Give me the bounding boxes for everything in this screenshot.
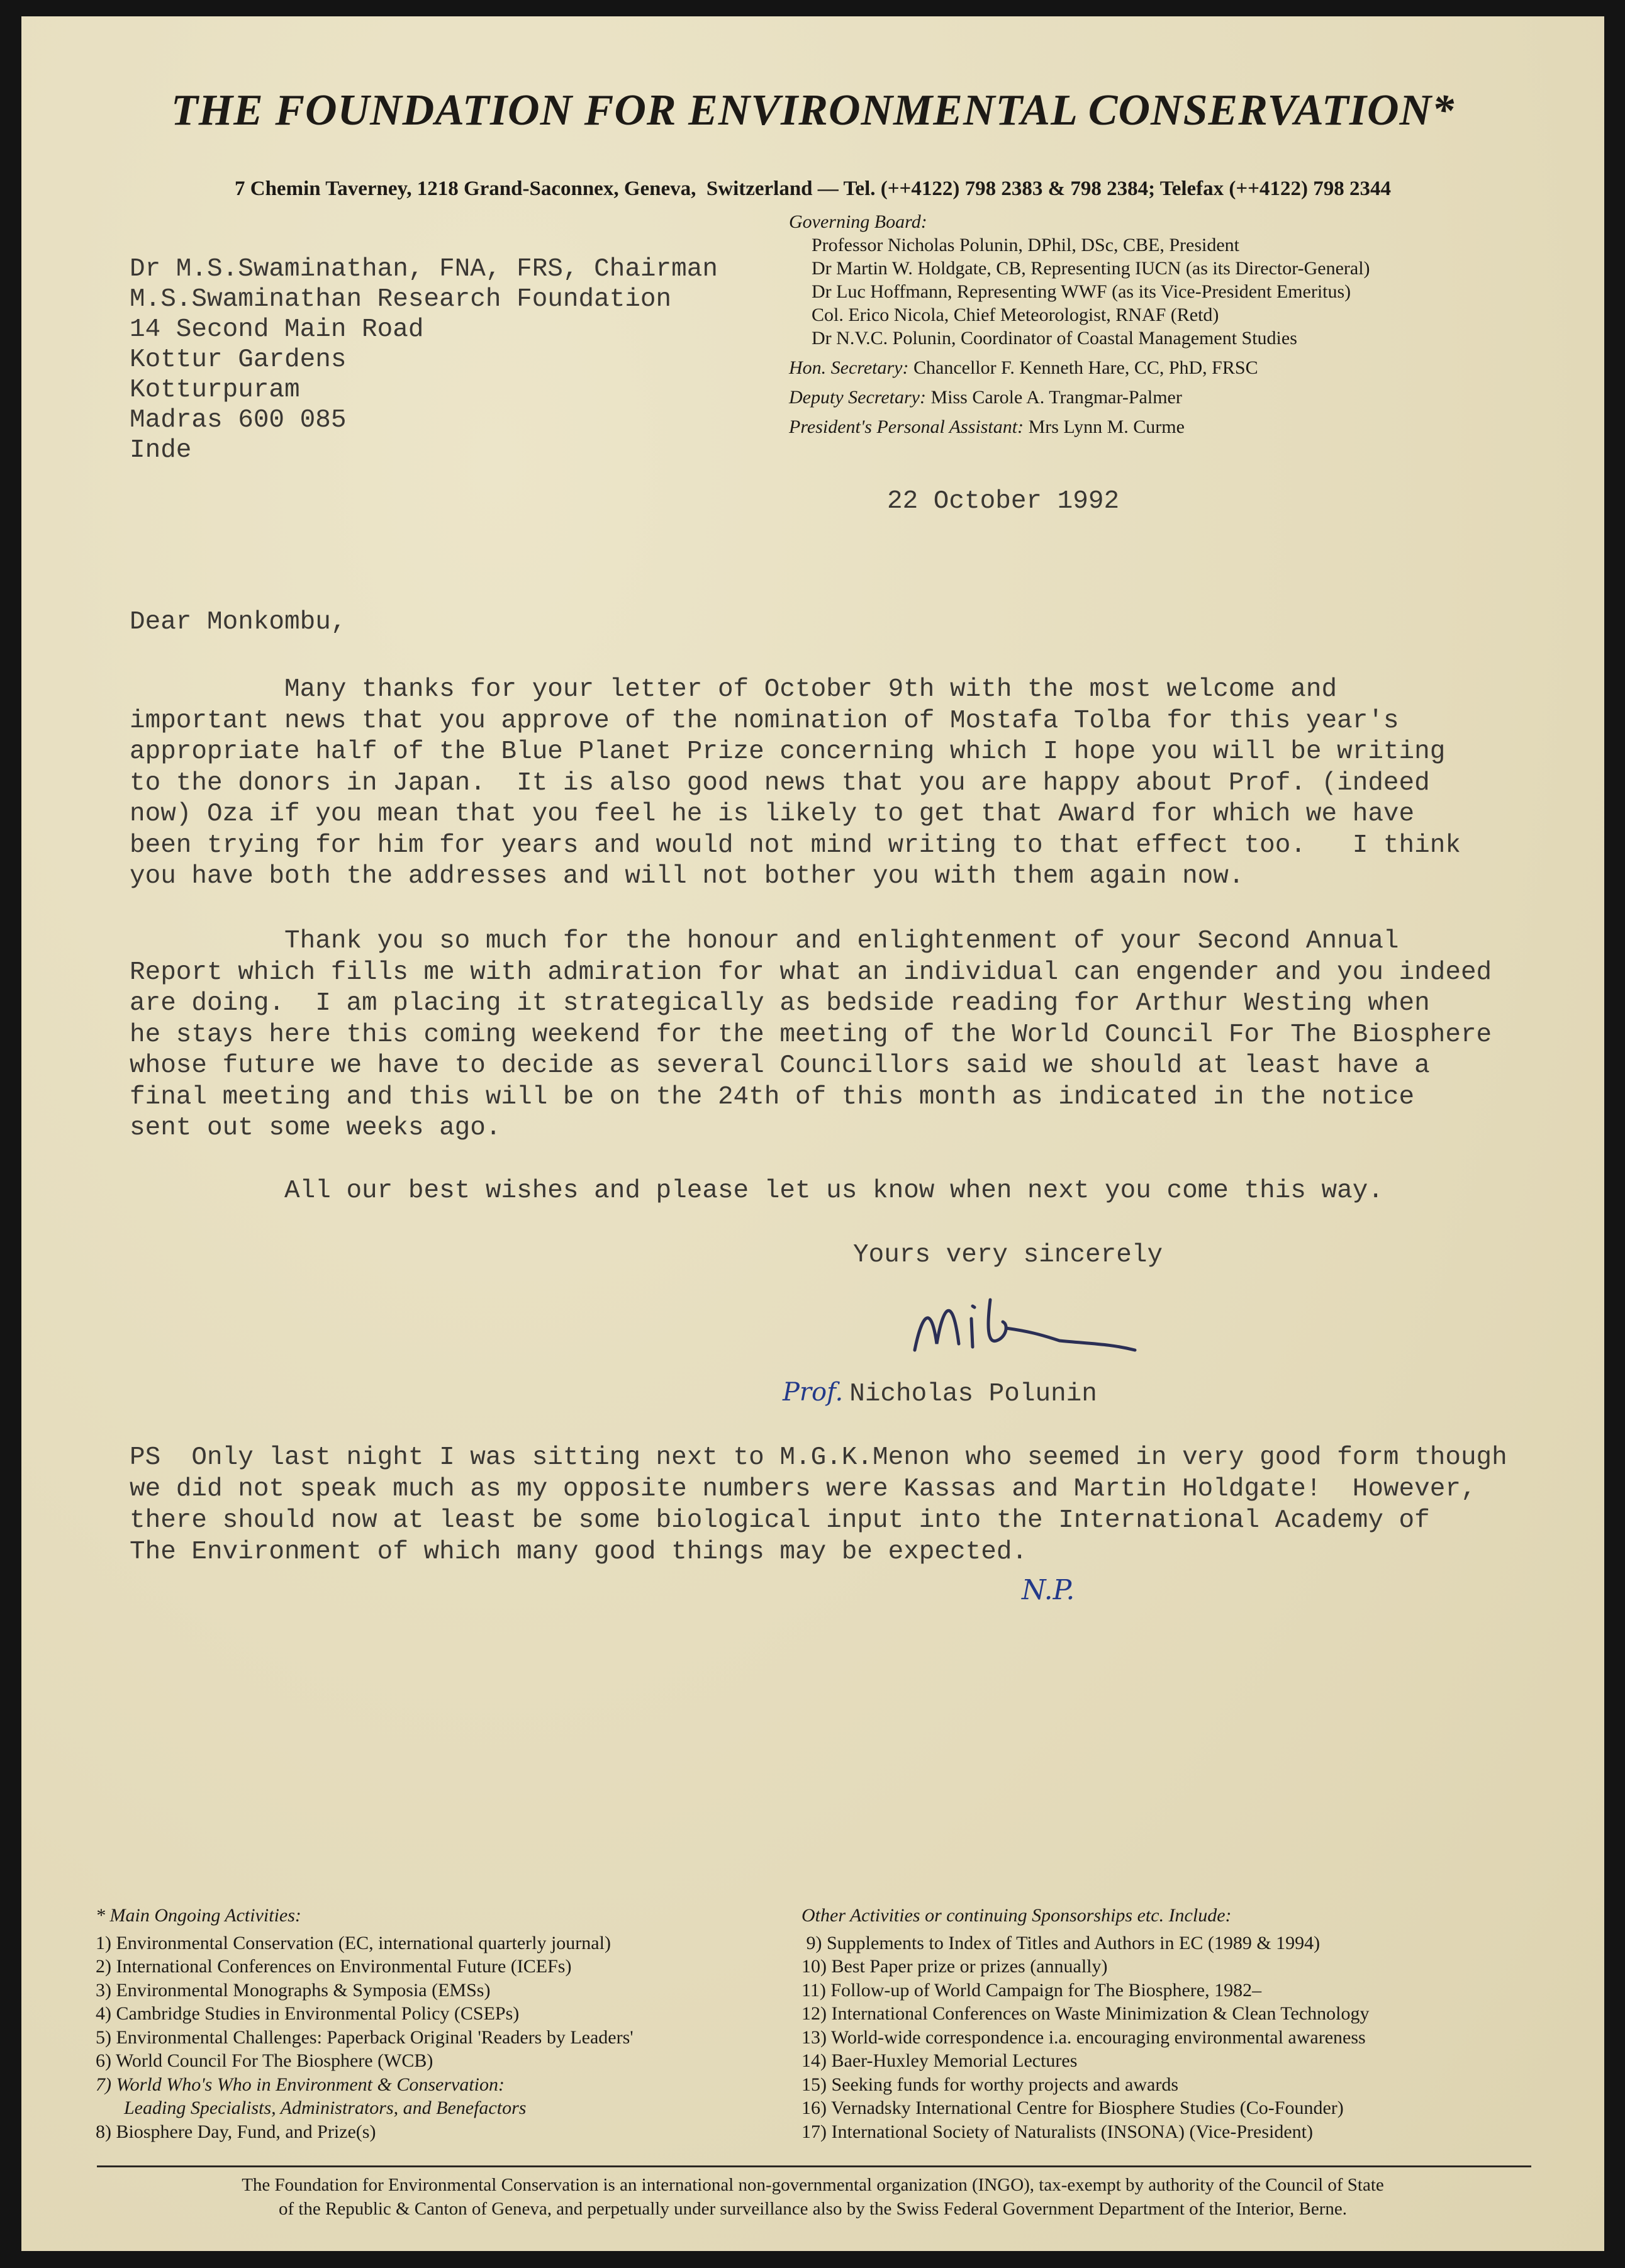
activity-item: 4) Cambridge Studies in Environmental Policy (CSEPs)	[96, 2003, 520, 2024]
signer-prefix-handwritten: Prof.	[783, 1378, 844, 1407]
letter-date: 22 October 1992	[887, 487, 1120, 516]
letterhead-address: 7 Chemin Taverney, 1218 Grand-Saconnex, Geneva, Switzerland — Tel. (++4122) 798 2383 & 798 2384; Telefax (++4122) 798 2344	[235, 177, 1391, 200]
text-line: final meeting and this will be on the 24th of this month as indicated in the notice	[130, 1082, 1415, 1112]
legal-footer	[47, 2173, 1579, 2221]
activity-item: 1) Environmental Conservation (EC, international quarterly journal)	[96, 1932, 611, 1953]
footer-line: The Foundation for Environmental Conservation is an international non-governmental organization (INGO), tax-exempt by authority of the Council of State	[242, 2175, 1384, 2195]
activity-item: 3) Environmental Monographs & Symposia (EMSs)	[96, 1979, 491, 2001]
main-activities	[96, 1904, 788, 2143]
text-line: PS Only last night I was sitting next to M.G.K.Menon who seemed in very good form though	[130, 1443, 1507, 1472]
text-line: to the donors in Japan. It is also good news that you are happy about Prof. (indeed	[130, 768, 1430, 798]
activity-item: 14) Baer-Huxley Memorial Lectures	[801, 2050, 1078, 2071]
hon-secretary-label: Hon. Secretary:	[789, 357, 909, 378]
text-line: been trying for him for years and would not mind writing to that effect too. I think	[130, 830, 1461, 860]
deputy-secretary-name: Miss Carole A. Trangmar-Palmer	[925, 387, 1182, 408]
text-line: important news that you approve of the nomination of Mostafa Tolba for this year's	[130, 706, 1399, 735]
deputy-secretary-label: Deputy Secretary:	[789, 387, 926, 408]
board-members	[789, 233, 1588, 350]
address-line: Inde	[130, 436, 192, 465]
main-activities-heading: * Main Ongoing Activities:	[96, 1905, 301, 1926]
board-member: Col. Erico Nicola, Chief Meteorologist, RNAF (Retd)	[812, 304, 1219, 325]
postscript	[130, 1442, 1507, 1568]
recipient-address	[130, 254, 718, 466]
board-member: Professor Nicholas Polunin, DPhil, DSc, CBE, President	[812, 235, 1239, 255]
address-line: Kotturpuram	[130, 376, 300, 405]
personal-assistant-name: Mrs Lynn M. Curme	[1024, 416, 1185, 437]
activity-item: 7) World Who's Who in Environment & Conservation:	[96, 2074, 505, 2095]
text-line: Report which fills me with admiration for what an individual can engender and you indeed	[130, 958, 1492, 987]
paragraph-1	[130, 674, 1461, 893]
address-line: 14 Second Main Road	[130, 315, 424, 344]
text-line: appropriate half of the Blue Planet Prize concerning which I hope you will be writing	[130, 737, 1446, 766]
other-activities-heading: Other Activities or continuing Sponsorships etc. Include:	[801, 1905, 1232, 1926]
other-activities-list	[801, 1931, 1582, 2144]
board-member: Dr Luc Hoffmann, Representing WWF (as its Vice-President Emeritus)	[812, 281, 1351, 302]
hon-secretary	[789, 356, 1588, 379]
handwritten-signature	[902, 1281, 1173, 1369]
activity-item: 5) Environmental Challenges: Paperback Original 'Readers by Leaders'	[96, 2026, 634, 2048]
activity-item: 10) Best Paper prize or prizes (annually)	[801, 1956, 1108, 1977]
deputy-secretary	[789, 386, 1588, 409]
governing-board	[789, 210, 1588, 439]
activity-item: 13) World-wide correspondence i.a. encouraging environmental awareness	[801, 2026, 1366, 2048]
signer-name	[783, 1378, 1097, 1409]
text-line: sent out some weeks ago.	[130, 1114, 501, 1142]
activity-item: 15) Seeking funds for worthy projects and awards	[801, 2074, 1179, 2095]
text-line: he stays here this coming weekend for the meeting of the World Council For The Biosphere	[130, 1020, 1492, 1049]
text-line: Many thanks for your letter of October 9th with the most welcome and	[130, 675, 1337, 704]
board-heading: Governing Board:	[789, 211, 927, 232]
text-line: The Environment of which many good things may be expected.	[130, 1538, 1028, 1567]
activity-item: 2) International Conferences on Environmental Future (ICEFs)	[96, 1956, 572, 1977]
footer-divider	[97, 2165, 1531, 2167]
text-line: we did not speak much as my opposite numbers were Kassas and Martin Holdgate! However,	[130, 1475, 1477, 1504]
activity-item: 6) World Council For The Biosphere (WCB)	[96, 2050, 433, 2071]
other-activities	[801, 1904, 1582, 2143]
address-line: Kottur Gardens	[130, 345, 347, 374]
salutation: Dear Monkombu,	[130, 608, 347, 637]
address-line: Madras 600 085	[130, 406, 347, 435]
text-line: there should now at least be some biological input into the International Academy of	[130, 1506, 1430, 1535]
board-member: Dr N.V.C. Polunin, Coordinator of Coastal Management Studies	[812, 328, 1297, 349]
text-line: Thank you so much for the honour and enlightenment of your Second Annual	[130, 927, 1399, 956]
address-line: Dr M.S.Swaminathan, FNA, FRS, Chairman	[130, 255, 718, 284]
activity-item: 11) Follow-up of World Campaign for The Biosphere, 1982–	[801, 1979, 1262, 2001]
signer-name-text: Nicholas Polunin	[849, 1380, 1097, 1409]
personal-assistant-label: President's Personal Assistant:	[789, 416, 1024, 437]
personal-assistant	[789, 415, 1588, 439]
address-line: M.S.Swaminathan Research Foundation	[130, 285, 672, 314]
board-member: Dr Martin W. Holdgate, CB, Representing IUCN (as its Director-General)	[812, 258, 1370, 279]
letterhead-title: THE FOUNDATION FOR ENVIRONMENTAL CONSERVATION*	[170, 86, 1455, 135]
text-line: now) Oza if you mean that you feel he is likely to get that Award for which we have	[130, 800, 1415, 829]
footer-line: of the Republic & Canton of Geneva, and perpetually under surveillance also by the Swiss Federal Government Department of the Interior, Berne.	[278, 2199, 1348, 2219]
activity-item: 17) International Society of Naturalists (INSONA) (Vice-President)	[801, 2121, 1313, 2142]
activity-item: 16) Vernadsky International Centre for Biosphere Studies (Co-Founder)	[801, 2098, 1344, 2118]
paragraph-2	[130, 926, 1492, 1144]
paragraph-3: All our best wishes and please let us know when next you come this way.	[130, 1176, 1383, 1205]
activity-item: 8) Biosphere Day, Fund, and Prize(s)	[96, 2121, 376, 2142]
main-activities-list	[96, 1931, 788, 2144]
activity-item: 12) International Conferences on Waste Minimization & Clean Technology	[801, 2003, 1370, 2024]
activity-item: 9) Supplements to Index of Titles and Authors in EC (1989 & 1994)	[801, 1932, 1321, 1953]
activity-item: Leading Specialists, Administrators, and Benefactors	[96, 2098, 527, 2118]
handwritten-initials: N.P.	[1022, 1574, 1075, 1606]
closing: Yours very sincerely	[853, 1241, 1163, 1270]
text-line: whose future we have to decide as several Councillors said we should at least have a	[130, 1051, 1430, 1080]
text-line: are doing. I am placing it strategically as bedside reading for Arthur Westing when	[130, 989, 1430, 1018]
letter-paper	[21, 16, 1604, 2251]
hon-secretary-name: Chancellor F. Kenneth Hare, CC, PhD, FRSC	[908, 357, 1258, 378]
text-line: you have both the addresses and will not bother you with them again now.	[130, 862, 1244, 891]
